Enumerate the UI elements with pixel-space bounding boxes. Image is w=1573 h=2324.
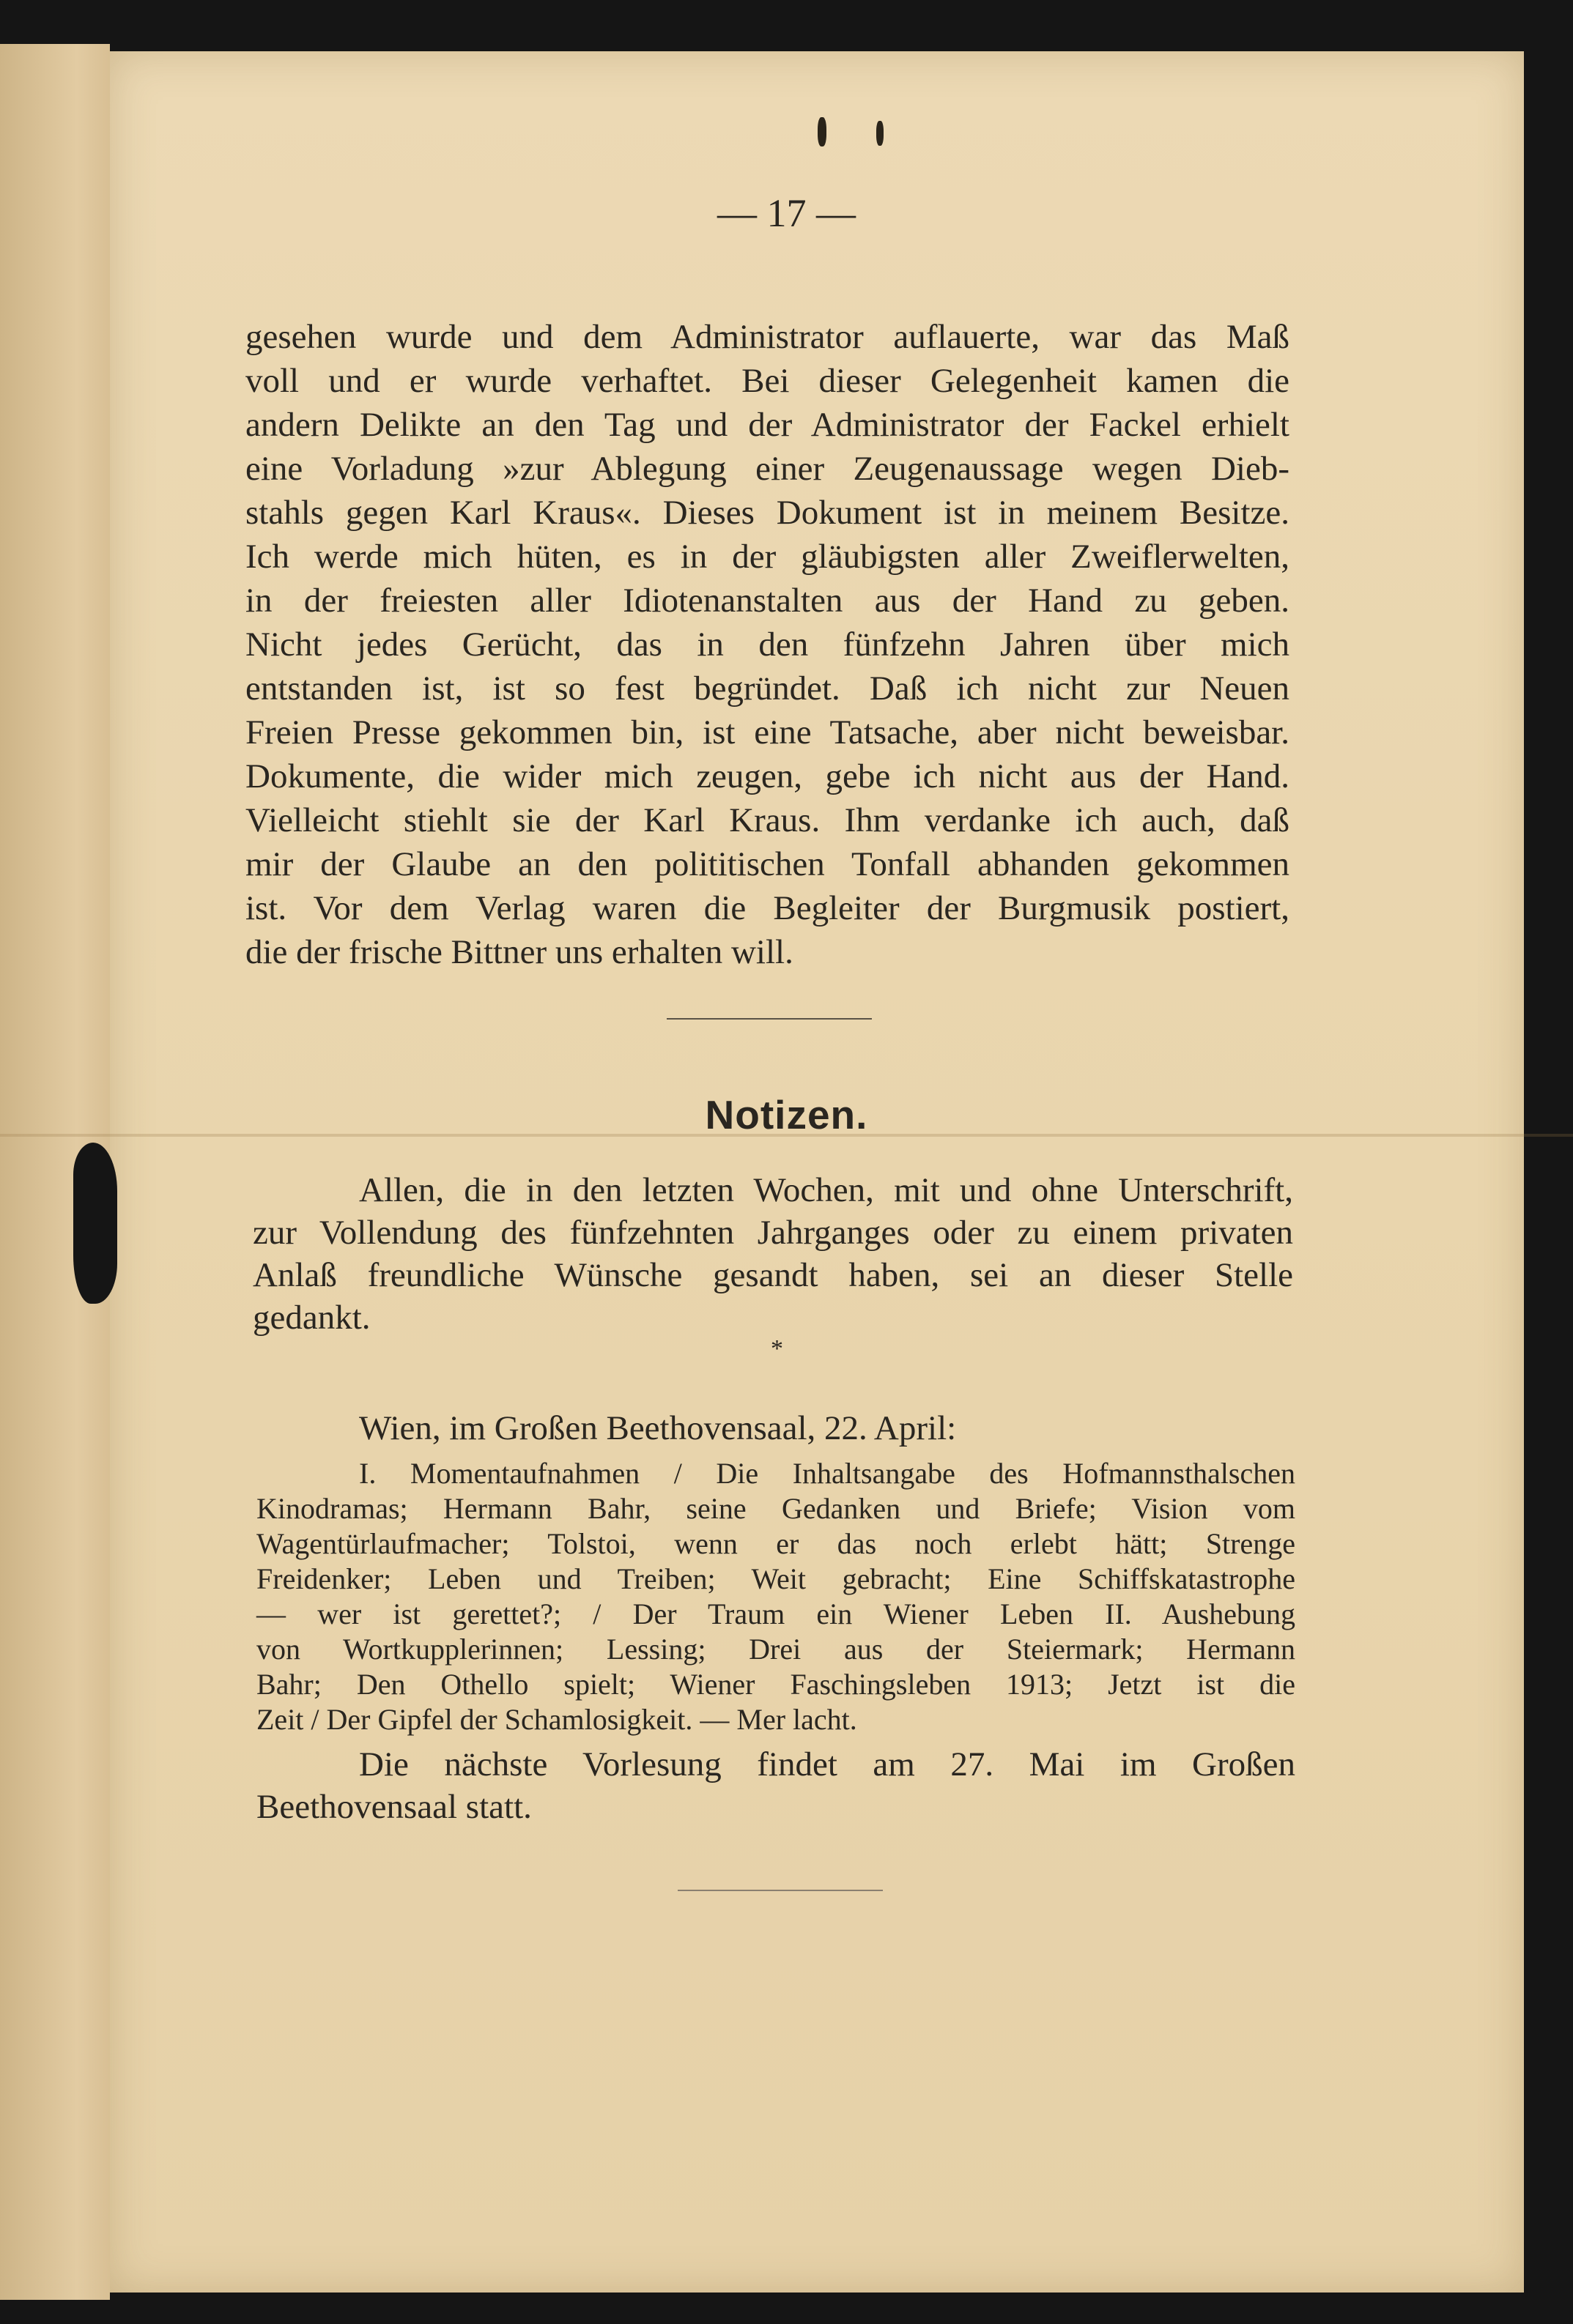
page-number: — 17 — [717,191,856,235]
text-line: Ich werde mich hüten, es in der gläubigsten aller Zweiflerwelten, [245,538,1289,576]
text-line: Wagentürlaufmacher; Tolstoi, wenn er das noch erlebt hätt; Strenge [256,1527,1295,1560]
text-line: voll und er wurde verhaftet. Bei dieser Gelegenheit kamen die [245,362,1289,400]
text-line: eine Vorladung »zur Ablegung einer Zeugenaussage wegen Dieb- [245,450,1289,488]
paper-tear [73,1143,117,1304]
text-line: I. Momentaufnahmen / Die Inhaltsangabe des Hofmannsthalschen [359,1457,1295,1490]
text-line: die der frische Bittner uns erhalten will. [245,933,793,971]
text-line: zur Vollendung des fünfzehnten Jahrganges oder zu einem privaten [253,1214,1293,1252]
text-line: Vielleicht stiehlt sie der Karl Kraus. Ihm verdanke ich auch, daß [245,801,1289,839]
text-line: entstanden ist, ist so fest begründet. Daß ich nicht zur Neuen [245,669,1289,708]
asterisk-separator: * [771,1335,783,1362]
text-line: Zeit / Der Gipfel der Schamlosigkeit. — Mer lacht. [256,1703,857,1736]
text-line: Freidenker; Leben und Treiben; Weit gebracht; Eine Schiffskatastrophe [256,1562,1295,1595]
text-line: von Wortkupplerinnen; Lessing; Drei aus der Steiermark; Hermann [256,1633,1295,1666]
text-line: Kinodramas; Hermann Bahr, seine Gedanken und Briefe; Vision vom [256,1492,1295,1525]
text-line: andern Delikte an den Tag und der Administrator der Fackel erhielt [245,406,1289,444]
main-text-paragraph [245,315,1289,974]
ink-mark [876,121,884,146]
text-line: Dokumente, die wider mich zeugen, gebe ich nicht aus der Hand. [245,757,1289,795]
text-line: gesehen wurde und dem Administrator auflauerte, war das Maß [245,318,1289,356]
text-line: Bahr; Den Othello spielt; Wiener Faschingsleben 1913; Jetzt ist die [256,1668,1295,1701]
end-divider [678,1890,883,1891]
text-line: Beethovensaal statt. [256,1788,532,1826]
text-line: in der freiesten aller Idiotenanstalten aus der Hand zu geben. [245,582,1289,620]
section-divider [667,1018,872,1020]
text-line: — wer ist gerettet?; / Der Traum ein Wiener Leben II. Aushebung [256,1597,1295,1630]
text-line: Die nächste Vorlesung findet am 27. Mai im Großen [359,1745,1295,1783]
reading-program [256,1456,1295,1737]
text-line: Anlaß freundliche Wünsche gesandt haben, sei an dieser Stelle [253,1256,1293,1294]
ink-mark [818,117,826,146]
notes-thanks-paragraph [253,1169,1293,1339]
text-line: mir der Glaube an den polititischen Tonfall abhanden gekommen [245,845,1289,883]
reading-venue-date: Wien, im Großen Beethovensaal, 22. April: [359,1409,957,1447]
text-line: ist. Vor dem Verlag waren die Begleiter der Burgmusik postiert, [245,889,1289,927]
text-line: Allen, die in den letzten Wochen, mit und ohne Unterschrift, [359,1171,1293,1209]
text-line: Nicht jedes Gerücht, das in den fünfzehn Jahren über mich [245,625,1289,664]
text-line: gedankt. [253,1299,371,1337]
text-line: Freien Presse gekommen bin, ist eine Tatsache, aber nicht beweisbar. [245,713,1289,751]
next-reading-notice [256,1743,1295,1828]
text-line: stahls gegen Karl Kraus«. Dieses Dokument ist in meinem Besitze. [245,494,1289,532]
notes-heading: Notizen. [705,1092,868,1137]
